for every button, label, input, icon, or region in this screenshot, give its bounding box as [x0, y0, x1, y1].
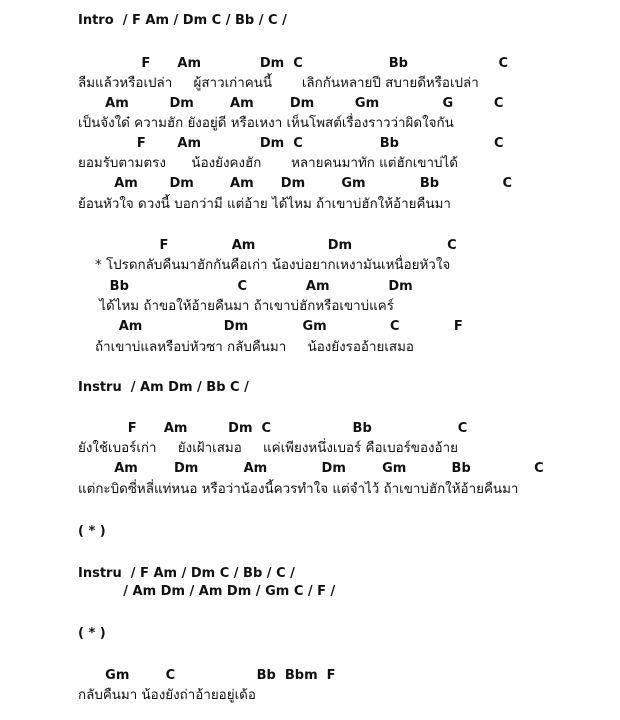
chord-line: Am Dm Am Dm Gm Bb C [78, 176, 512, 191]
lyric-line: ได้ไหม ถ้าขอให้อ้ายคืนมา ถ้าเขาบ่ฮักหรือเขาบ่แคร์ [78, 299, 394, 314]
chorus-lyric-line: * โปรดกลับคืนมาฮักกันคือเก่า น้องบ่อยากเหงามันเหนื่อยหัวใจ [78, 258, 451, 273]
lyric-line: ลืมแล้วหรือเปล่า ผู้สาวเก่าคนนี้ เลิกกันหลายปี สบายดีหรือเปล่า [78, 76, 479, 91]
intro-line: Intro / F Am / Dm C / Bb / C / [78, 13, 287, 28]
lyric-line: ย้อนหัวใจ ดวงนี้ บอกว่ามี แต่อ้าย ได้ไหม ถ้าเขาบ่ฮักให้อ้ายคืนมา [78, 197, 451, 212]
chord-line: F Am Dm C Bb C [78, 136, 504, 151]
chord-line: F Am Dm C [78, 238, 457, 253]
instru-line: Instru / Am Dm / Bb C / [78, 380, 249, 395]
chord-line: F Am Dm C Bb C [78, 421, 468, 436]
chord-line: Gm C Bb Bbm F [78, 668, 336, 683]
lyric-line: กลับคืนมา น้องยังถ่าอ้ายอยู่เด้อ [78, 688, 256, 703]
chord-line: Am Dm Gm C F [78, 319, 463, 334]
lyric-line: ยังใช้เบอร์เก่า ยังเฝ้าเสมอ แค่เพียงหนึ่งเบอร์ คือเบอร์ของอ้าย [78, 441, 458, 456]
chord-line: F Am Dm C Bb C [78, 56, 509, 71]
lyric-line: เป็นจังใด๋ ความฮัก ยังอยู่ดี หรือเหงา เห็นโพสต์เรื่องราวว่าผิดใจกัน [78, 116, 454, 131]
repeat-marker: ( * ) [78, 524, 106, 539]
lyric-line: แต่กะบิดซี่หลี่แท่หนอ หรือว่าน้องนี้ควรทำใจ แต่จำไว้ ถ้าเขาบ่ฮักให้อ้ายคืนมา [78, 482, 519, 497]
instru-line: Instru / F Am / Dm C / Bb / C / [78, 566, 295, 581]
lyric-line: ยอมรับตามตรง น้องยังคงฮัก หลายคนมาทัก แต่ฮักเขาบ่ได้ [78, 156, 458, 171]
chord-line: Am Dm Am Dm Gm Bb C [78, 461, 544, 476]
repeat-marker: ( * ) [78, 626, 106, 641]
lyric-line: ถ้าเขาบ่แลหรือบ่หัวซา กลับคืนมา น้องยังรออ้ายเสมอ [78, 340, 414, 355]
chord-line: Bb C Am Dm [78, 279, 413, 294]
instru-line: / Am Dm / Am Dm / Gm C / F / [78, 584, 336, 599]
chord-line: Am Dm Am Dm Gm G C [78, 96, 504, 111]
